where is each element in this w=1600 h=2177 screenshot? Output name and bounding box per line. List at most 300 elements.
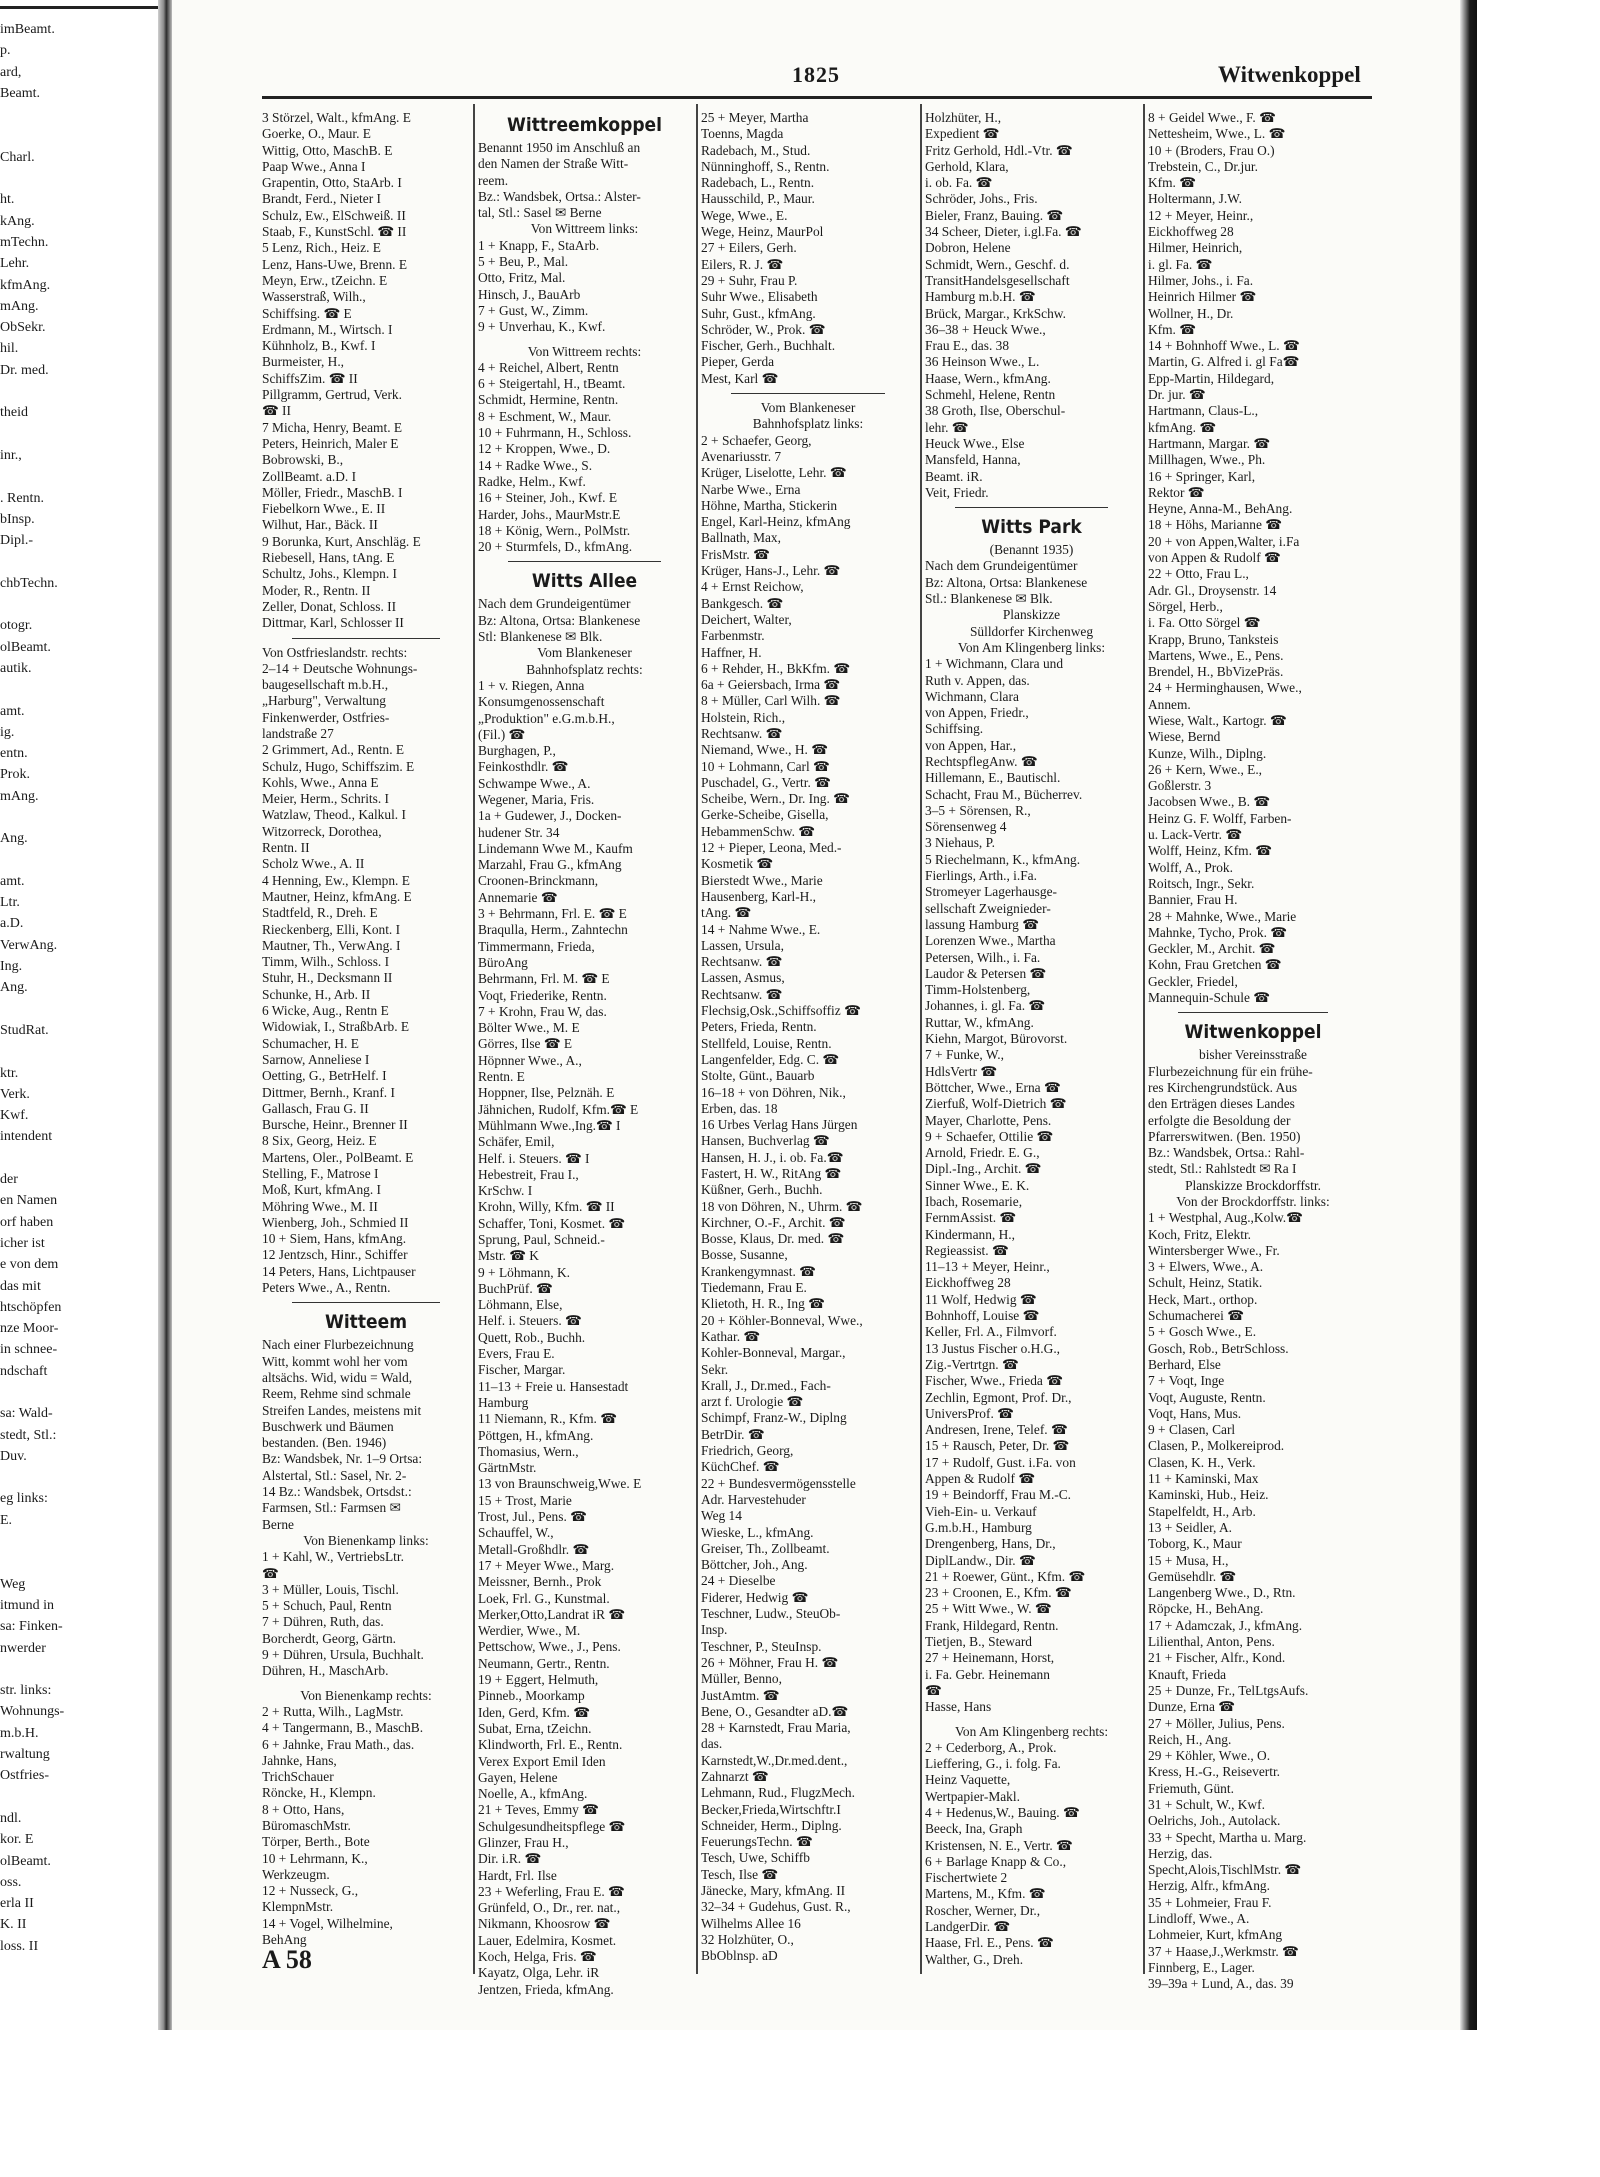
directory-entry: sellschaft Zweignieder- [925, 900, 1051, 916]
directory-entry: Becker,Frieda,Wirtschftr.I [701, 1801, 841, 1817]
directory-entry: Harder, Johs., MaurMstr.E [478, 506, 621, 522]
directory-entry: Drengenberg, Hans, Dr., [925, 1536, 1056, 1552]
directory-entry: Ruttar, W., kfmAng. [925, 1014, 1034, 1030]
directory-entry: Peters, Frieda, Rentn. [701, 1019, 817, 1035]
directory-entry: Trost, Jul., Pens. ☎ [478, 1509, 587, 1525]
header-rule [262, 96, 1372, 99]
directory-entry: Herzig, das. [1148, 1845, 1213, 1861]
directory-entry: Sprung, Paul, Schneid.- [478, 1232, 605, 1247]
directory-entry: Wittig, Otto, MaschB. E [262, 142, 393, 158]
section-divider [1178, 1012, 1328, 1013]
directory-entry: Engel, Karl-Heinz, kfmAng [701, 514, 851, 530]
directory-entry: 4 + Ernst Reichow, [701, 579, 804, 595]
directory-entry: KüchChef. ☎ [701, 1459, 780, 1475]
directory-entry: Lindloff, Wwe., A. [1148, 1911, 1250, 1927]
directory-entry: 11–13 + Freie u. Hansestadt [478, 1378, 629, 1394]
directory-entry: Sarnow, Anneliese I [262, 1051, 370, 1067]
directory-entry: Geckler, Friedel, [1148, 973, 1238, 989]
directory-entry: Knauft, Frieda [1148, 1666, 1227, 1682]
margin-bottom [0, 2030, 1600, 2177]
directory-entry: 6 + Steigertahl, H., tBeamt. [478, 376, 626, 392]
directory-entry: kfmAng. ☎ [1148, 419, 1217, 435]
directory-entry: Heinrich Hilmer ☎ [1148, 289, 1257, 305]
directory-entry: Martens, M., Kfm. ☎ [925, 1886, 1046, 1902]
previous-page-line: StudRat. [0, 1022, 49, 1038]
directory-entry: 24 + Dieselbe [701, 1573, 776, 1589]
directory-entry: 18 von Döhren, N., Uhrm. ☎ [701, 1198, 863, 1214]
previous-page-line: intendent [0, 1129, 53, 1145]
street-heading: Witwenkoppel [1184, 1021, 1322, 1044]
directory-entry: Tietjen, B., Steward [925, 1634, 1033, 1650]
directory-entry: Clasen, P., Molkereiprod. [1148, 1438, 1285, 1454]
directory-entry: Kfm. ☎ [1148, 175, 1196, 191]
directory-entry: Kfm. ☎ [1148, 321, 1196, 337]
directory-entry: Fierlings, Arth., i.Fa. [925, 868, 1037, 884]
section-caption: Von der Brockdorffstr. links: [1176, 1194, 1330, 1209]
directory-entry: Nikmann, Khoosrow ☎ [478, 1916, 611, 1932]
directory-entry: Lenz, Hans-Uwe, Brenn. E [262, 256, 408, 272]
directory-entry: 3 + Elwers, Wwe., A. [1148, 1259, 1264, 1275]
directory-entry: lehr. ☎ [925, 419, 969, 435]
directory-entry: HdlsVertr ☎ [925, 1063, 998, 1079]
directory-entry: Bz.: Wandsbek, Ortsa.: Rahl- [1148, 1145, 1305, 1161]
street-heading: Witts Park [981, 516, 1082, 539]
directory-entry: Krall, J., Dr.med., Fach- [701, 1377, 831, 1393]
directory-entry: Brück, Margar., KrkSchw. [925, 305, 1066, 321]
directory-entry: reem. [478, 172, 509, 188]
directory-entry: Scheibe, Wern., Dr. Ing. ☎ [701, 791, 850, 807]
directory-entry: Wienberg, Joh., Schmied II [262, 1214, 409, 1230]
previous-page-line: ndl. [0, 1810, 22, 1826]
directory-entry: 2–14 + Deutsche Wohnungs- [262, 660, 418, 676]
directory-entry: Wiese, Walt., Kartogr. ☎ [1148, 712, 1287, 728]
directory-entry: 16 + Steiner, Joh., Kwf. E [478, 490, 618, 506]
previous-page-line [0, 679, 158, 700]
directory-entry: 16 Urbes Verlag Hans Jürgen [701, 1117, 858, 1133]
directory-entry: Behrmann, Frl. M. ☎ E [478, 971, 610, 987]
directory-entry: Expedient ☎ [925, 126, 1000, 142]
directory-entry: Clasen, K. H., Verk. [1148, 1454, 1256, 1470]
directory-entry: Kathar. ☎ [701, 1328, 761, 1344]
previous-page-line [0, 1148, 158, 1169]
previous-page-line: mTechn. [0, 234, 49, 250]
street-heading: Witteem [324, 1311, 408, 1334]
directory-entry: 14 + Nahme Wwe., E. [701, 921, 821, 937]
directory-entry: Teschner, P., SteuInsp. [701, 1638, 822, 1654]
directory-entry: Toenns, Magda [701, 126, 784, 142]
directory-entry: Schulz, Ew., ElSchweiß. II [262, 207, 406, 223]
column-divider [920, 104, 922, 1974]
previous-page-line: kAng. [0, 213, 35, 229]
previous-page-line: Verk. [0, 1086, 30, 1102]
page-footer: A 58 [262, 1945, 312, 1974]
directory-entry: i. Fa. Gebr. Heinemann [925, 1666, 1050, 1682]
directory-entry: 6 + Rehder, H., BkKfm. ☎ [701, 660, 851, 676]
directory-entry: Goerke, O., Maur. E [262, 126, 371, 142]
directory-entry: Wertpapier-Makl. [925, 1788, 1020, 1804]
previous-page-line: Kwf. [0, 1108, 29, 1124]
directory-entry: 26 + Kern, Wwe., E., [1148, 761, 1263, 777]
directory-entry: Mannequin-Schule ☎ [1148, 990, 1270, 1006]
directory-entry: Sinner Wwe., E. K. [925, 1177, 1030, 1193]
previous-page-line: htschöpfen [0, 1299, 62, 1315]
directory-entry: 6a + Geiersbach, Irma ☎ [701, 677, 841, 693]
previous-page-line: Dipl.- [0, 533, 34, 549]
directory-entry: Johannes, i. gl. Fa. ☎ [925, 998, 1046, 1014]
directory-entry: Wilhelms Allee 16 [701, 1915, 801, 1931]
directory-entry: Hamburg m.b.H. ☎ [925, 289, 1036, 305]
directory-entry: 32–34 + Gudehus, Gust. R., [701, 1899, 851, 1915]
previous-page-line [0, 594, 158, 615]
directory-entry: Bölter Wwe., M. E [478, 1020, 580, 1036]
directory-entry: Widowiak, I., StraßbArb. E [262, 1019, 410, 1035]
directory-entry: Berne [262, 1516, 294, 1532]
directory-entry: Schulgesundheitspflege ☎ [478, 1818, 626, 1834]
directory-entry: Metall-Großhdlr. ☎ [478, 1541, 590, 1557]
directory-entry: „Harburg", Verwaltung [262, 693, 386, 709]
directory-entry: Appen & Rudolf ☎ [925, 1471, 1036, 1487]
directory-entry: 28 + Karnstedt, Frau Maria, [701, 1720, 851, 1736]
directory-entry: Heuck Wwe., Else [925, 435, 1025, 451]
directory-entry: Fastert, H. W., RitAng ☎ [701, 1166, 842, 1181]
directory-entry: Stromeyer Lagerhausge- [925, 884, 1057, 900]
previous-page-line: kfmAng. [0, 277, 51, 293]
previous-page-line: Dr. med. [0, 362, 49, 378]
directory-entry: 6 + Jahnke, Frau Math., das. [262, 1736, 415, 1752]
directory-entry: Radke, Helm., Kwf. [478, 473, 586, 489]
directory-entry: Lohmeier, Kurt, kfmAng [1148, 1927, 1283, 1943]
directory-entry: Karnstedt,W.,Dr.med.dent., [701, 1752, 848, 1768]
directory-entry: Haffner, H. [701, 644, 762, 660]
directory-entry: Mstr. ☎ K [478, 1248, 539, 1264]
directory-entry: Klietoth, H. R., Ing ☎ [701, 1296, 825, 1312]
previous-page-line: icher ist [0, 1235, 45, 1251]
directory-entry: Wolff, A., Prok. [1148, 859, 1233, 875]
directory-entry: Meissner, Bernh., Prok [478, 1574, 602, 1590]
directory-entry: Pinneb., Moorkamp [478, 1688, 585, 1704]
directory-entry: 2 + Schaefer, Georg, [701, 432, 812, 448]
directory-entry: 7 + Krohn, Frau W, das. [478, 1003, 607, 1019]
directory-entry: Grapentin, Otto, StaArb. I [262, 175, 402, 191]
directory-entry: Fischer, Gerh., Buchhalt. [701, 338, 836, 354]
directory-entry: BehAng [262, 1932, 307, 1948]
directory-entry: Stolte, Günt., Bauarb [701, 1068, 815, 1084]
directory-entry: Schunke, H., Arb. II [262, 986, 371, 1002]
directory-entry: Tiedemann, Frau E. [701, 1280, 807, 1296]
directory-entry: baugesellschaft m.b.H., [262, 677, 389, 693]
directory-entry: 5 + Beu, P., Mal. [478, 254, 569, 270]
directory-entry: Rechtsanw. ☎ [701, 725, 783, 741]
section-caption: Sülldorfer Kirchenweg [969, 623, 1094, 639]
directory-entry: Quett, Rob., Buchh. [478, 1329, 586, 1345]
previous-page-line: loss. II [0, 1938, 39, 1954]
directory-entry: 19 + Eggert, Helmuth, [478, 1672, 599, 1688]
directory-entry: tAng. ☎ [701, 905, 752, 921]
directory-entry: Hebestreit, Frau I., [478, 1166, 579, 1182]
spacer [262, 1680, 470, 1688]
directory-entry: Hausenberg, Karl-H., [701, 888, 817, 904]
directory-entry: 12 Jentzsch, Hinr., Schiffer [262, 1247, 408, 1263]
directory-entry: Gallasch, Frau G. II [262, 1100, 369, 1116]
directory-entry: 18 + Höhs, Marianne ☎ [1148, 517, 1282, 533]
directory-entry: Dobron, Helene [925, 240, 1011, 256]
directory-entry: Gosch, Rob., BetrSchloss. [1148, 1340, 1289, 1356]
directory-entry: Bieler, Franz, Bauing. ☎ [925, 207, 1064, 223]
directory-entry: Bene, O., Gesandter aD.☎ [701, 1703, 849, 1719]
directory-entry: Bosse, Klaus, Dr. med. ☎ [701, 1231, 845, 1247]
directory-entry: 10 + Lohmann, Carl ☎ [701, 758, 830, 774]
previous-page-line: Ostfries- [0, 1768, 49, 1784]
directory-entry: 9 + Clasen, Carl [1148, 1422, 1236, 1438]
section-caption: Von Am Klingenberg links: [957, 639, 1106, 655]
directory-entry: Paap Wwe., Anna I [262, 158, 366, 174]
directory-entry: Geckler, M., Archit. ☎ [1148, 941, 1276, 957]
directory-entry: Rechtsanw. ☎ [701, 986, 783, 1002]
directory-entry: Reich, H., Ang. [1148, 1731, 1232, 1747]
directory-entry: Dittmer, Bernh., Kranf. I [262, 1084, 395, 1100]
directory-entry: Schumacherei ☎ [1148, 1308, 1244, 1324]
directory-entry: Nach dem Grundeigentümer [925, 558, 1078, 574]
directory-entry: Stapelfeldt, H., Arb. [1148, 1503, 1256, 1519]
directory-entry: 4 + Reichel, Albert, Rentn [478, 359, 619, 375]
directory-entry: Mautner, Heinz, kfmAng. E [262, 888, 412, 904]
directory-entry: Tesch, Uwe, Schiffb [701, 1850, 810, 1866]
book-gutter [158, 0, 172, 2030]
previous-page-line: nwerder [0, 1640, 46, 1656]
directory-entry: Dipl.-Ing., Archit. ☎ [925, 1161, 1042, 1177]
directory-entry: Pillgramm, Gertrud, Verk. [262, 387, 402, 403]
directory-entry: Borcherdt, Georg, Gärtn. [262, 1630, 396, 1646]
directory-entry: Subat, Erna, tZeichn. [478, 1720, 592, 1736]
directory-entry: Narbe Wwe., Erna [701, 481, 801, 497]
directory-entry: Thomasius, Wern., [478, 1443, 579, 1459]
directory-entry: Schauffel, W., [478, 1525, 554, 1541]
directory-entry: Nach dem Grundeigentümer [478, 596, 631, 612]
previous-page-line: E. [0, 1512, 13, 1528]
directory-entry: Wichmann, Clara [925, 688, 1019, 704]
previous-page-rule [0, 6, 158, 9]
directory-entry: Wolff, Heinz, Kfm. ☎ [1148, 843, 1272, 859]
previous-page-line: Ing. [0, 959, 23, 975]
directory-entry: FernmAssist. ☎ [925, 1210, 1017, 1226]
directory-entry: 26 + Möhner, Frau H. ☎ [701, 1654, 839, 1670]
directory-entry: i. Fa. Otto Sörgel ☎ [1148, 615, 1261, 631]
directory-entry: Bz: Altona, Ortsa: Blankenese [925, 574, 1088, 590]
directory-entry: Friedrich, Georg, [701, 1443, 794, 1459]
directory-entry: Mayer, Charlotte, Pens. [925, 1112, 1052, 1128]
directory-entry: Glinzer, Frau H., [478, 1834, 569, 1850]
directory-entry: Grünfeld, O., Dr., rer. nat., [478, 1900, 621, 1916]
section-caption: Von Bienenkamp rechts: [300, 1687, 432, 1703]
directory-entry: Röncke, H., Klempn. [262, 1785, 376, 1801]
directory-entry: ☎ II [262, 403, 291, 419]
directory-entry: Martin, G. Alfred i. gl Fa☎ [1148, 354, 1300, 370]
directory-entry: Mautner, Th., VerwAng. I [262, 937, 401, 953]
directory-entry: Meier, Herm., Schrits. I [262, 791, 390, 807]
directory-entry: 14 + Vogel, Wilhelmine, [262, 1915, 393, 1931]
directory-entry: Möhring Wwe., M. II [262, 1198, 378, 1214]
spacer [478, 336, 691, 344]
directory-entry: 15 + Trost, Marie [478, 1492, 572, 1508]
section-divider [731, 393, 885, 394]
directory-entry: Jentzen, Frieda, kfmAng. [478, 1981, 614, 1997]
directory-entry: Beeck, Ina, Graph [925, 1821, 1023, 1837]
previous-page-line: m.b.H. [0, 1725, 39, 1741]
directory-entry: SchiffsZim. ☎ II [262, 370, 358, 386]
directory-entry: Schäfer, Emil, [478, 1134, 555, 1150]
directory-entry: Von Ostfrieslandstr. rechts: [262, 644, 408, 660]
previous-page-line [0, 1382, 158, 1403]
previous-page-line: Ang. [0, 831, 28, 847]
directory-entry: Krüger, Hans-J., Lehr. ☎ [701, 563, 841, 579]
previous-page-line: chbTechn. [0, 575, 58, 591]
previous-page-line: stedt, Stl.: [0, 1427, 57, 1443]
column-5 [1148, 110, 1358, 1993]
directory-entry: 1 + Knapp, F., StaArb. [478, 237, 600, 253]
directory-entry: Peters, Heinrich, Maler E [262, 435, 399, 451]
directory-entry: Lilienthal, Anton, Pens. [1148, 1634, 1275, 1650]
directory-entry: i. ob. Fa. ☎ [925, 175, 993, 191]
directory-entry: Finkenwerder, Ostfries- [262, 709, 390, 725]
directory-entry: Höhne, Martha, Stickerin [701, 497, 838, 513]
directory-entry: Schaffer, Toni, Kosmet. ☎ [478, 1215, 626, 1231]
directory-entry: Braqulla, Herm., Zahntechn [478, 922, 628, 938]
directory-entry: Radebach, M., Stud. [701, 142, 811, 158]
directory-entry: 9 Borunka, Kurt, Anschläg. E [262, 533, 421, 549]
directory-entry: Haase, Wern., kfmAng. [925, 370, 1051, 386]
column-divider [1143, 104, 1145, 1974]
directory-entry: Voqt, Friederike, Rentn. [478, 987, 607, 1003]
directory-entry: Holstein, Rich., [701, 709, 786, 725]
previous-page-line: ard, [0, 64, 22, 80]
directory-entry: Teschner, Ludw., SteuOb- [701, 1606, 841, 1622]
directory-entry: Wege, Heinz, MaurPol [701, 224, 824, 240]
directory-entry: Noelle, A., kfmAng. [478, 1786, 588, 1802]
directory-entry: Watzlaw, Theod., Kalkul. I [262, 807, 406, 823]
directory-entry: Kiehn, Margot, Bürovorst. [925, 1031, 1068, 1047]
directory-entry: Farbenmstr. [701, 628, 765, 644]
directory-entry: Lorenzen Wwe., Martha [925, 933, 1056, 949]
directory-entry: 27 + Eilers, Gerh. [701, 240, 797, 256]
directory-entry: Eickhoffweg 28 [925, 1275, 1011, 1291]
directory-entry: 27 + Heinemann, Horst, [925, 1650, 1055, 1666]
previous-page-line: olBeamt. [0, 639, 51, 655]
directory-entry: 17 + Rudolf, Gust. i.Fa. von [925, 1454, 1076, 1470]
directory-entry: Rechtsanw. ☎ [701, 954, 783, 970]
directory-entry: 2 Grimmert, Ad., Rentn. E [262, 742, 405, 758]
directory-entry: 10 + Siem, Hans, kfmAng. [262, 1231, 407, 1247]
directory-entry: Jähnichen, Rudolf, Kfm.☎ E [478, 1101, 639, 1117]
directory-entry: KlempnMstr. [262, 1899, 334, 1915]
directory-entry: Brandt, Ferd., Nieter I [262, 191, 381, 207]
directory-entry: Gerhold, Klara, [925, 158, 1009, 174]
previous-page-line: . Rentn. [0, 490, 44, 506]
directory-entry: Wiese, Bernd [1148, 729, 1221, 745]
directory-entry: 25 + Witt Wwe., W. ☎ [925, 1601, 1052, 1617]
directory-entry: Millhagen, Wwe., Ph. [1148, 452, 1266, 468]
directory-entry: 19 + Beindorff, Frau M.-C. [925, 1487, 1072, 1503]
directory-entry: 8 + Geidel Wwe., F. ☎ [1148, 110, 1276, 125]
directory-entry: u. Lack-Vertr. ☎ [1148, 827, 1243, 843]
directory-entry: 6 Wicke, Aug., Rentn E [262, 1003, 389, 1019]
directory-entry: Schulz, Hugo, Schiffszim. E [262, 758, 415, 774]
directory-entry: Nettesheim, Wwe., L. ☎ [1148, 126, 1286, 142]
directory-entry: Reem, Rehme sind schmale [262, 1386, 411, 1402]
directory-entry: 6 + Barlage Knapp & Co., [925, 1853, 1067, 1869]
directory-entry: 8 + Otto, Hans, [262, 1801, 345, 1817]
column-3 [701, 110, 915, 1965]
directory-entry: Witt, kommt wohl her vom [262, 1353, 408, 1369]
directory-entry: 14 Peters, Hans, Lichtpauser [262, 1263, 416, 1279]
previous-page-line: inr., [0, 447, 22, 463]
directory-entry: Wieske, L., kfmAng. [701, 1524, 814, 1540]
directory-entry: Annem. [1148, 696, 1191, 712]
directory-entry: Möller, Friedr., MaschB. I [262, 484, 403, 500]
previous-page-line: str. links: [0, 1683, 52, 1699]
directory-entry: Hansen, H. J., i. ob. Fa.☎ [701, 1149, 844, 1165]
directory-entry: Fischertwiete 2 [925, 1870, 1008, 1886]
directory-entry: Heck, Mart., orthop. [1148, 1291, 1258, 1307]
directory-entry: Stuhr, H., Decksmann II [262, 970, 393, 986]
directory-entry: Helf. i. Steuers. ☎ [478, 1313, 582, 1329]
directory-entry: Langenberg Wwe., D., Rtn. [1148, 1585, 1296, 1601]
directory-entry: Andresen, Irene, Telef. ☎ [925, 1422, 1068, 1438]
directory-entry: den Erträgen dieses Landes [1148, 1096, 1295, 1112]
directory-entry: 3–5 + Sörensen, R., [925, 802, 1031, 818]
previous-page-line: e von dem [0, 1257, 59, 1273]
directory-entry: Kristensen, N. E., Vertr. ☎ [925, 1837, 1073, 1853]
previous-page-line: orf haben [0, 1214, 54, 1230]
directory-entry: 28 + Mahnke, Wwe., Marie [1148, 908, 1297, 924]
directory-entry: Loek, Frl. G., Kunstmal. [478, 1590, 610, 1606]
directory-entry: 22 + Otto, Frau L., [1148, 566, 1249, 582]
directory-entry: 12 + Pieper, Leona, Med.- [701, 840, 842, 856]
previous-page-line: ObSekr. [0, 320, 46, 336]
directory-entry: Hamburg [478, 1394, 529, 1410]
directory-entry: 14 + Bohnhoff Wwe., L. ☎ [1148, 338, 1300, 354]
directory-entry: Timmermann, Frieda, [478, 938, 595, 954]
directory-entry: Werdier, Wwe., M. [478, 1623, 581, 1639]
directory-entry: 23 + Weferling, Frau E. ☎ [478, 1883, 625, 1899]
directory-entry: Adr. Gl., Droysenstr. 14 [1148, 582, 1277, 598]
directory-entry: Friemuth, Günt. [1148, 1780, 1234, 1796]
previous-page-line: kor. E [0, 1832, 34, 1848]
directory-entry: Kress, H.-G., Reisevertr. [1148, 1764, 1281, 1780]
directory-entry: Schumacher, H. E [262, 1035, 359, 1051]
directory-entry: 4 + Tangermann, B., MaschB. [262, 1720, 424, 1736]
directory-entry: Küßner, Gerh., Buchh. [701, 1182, 823, 1198]
directory-entry: Erdmann, M., Wirtsch. I [262, 321, 393, 337]
directory-entry: Mühlmann Wwe.,Ing.☎ I [478, 1117, 621, 1133]
previous-page-line: Ltr. [0, 895, 20, 911]
directory-entry: Feinkosthdlr. ☎ [478, 759, 569, 775]
section-caption: Von Wittreem rechts: [527, 343, 642, 359]
directory-entry: Riebesell, Hans, tAng. E [262, 550, 395, 566]
directory-entry: FrisMstr. ☎ [701, 546, 770, 562]
directory-entry: Otto, Fritz, Mal. [478, 270, 566, 286]
directory-entry: 5 Lenz, Rich., Heiz. E [262, 240, 381, 256]
directory-entry: lassung Hamburg ☎ [925, 916, 1039, 932]
directory-entry: Pettschow, Wwe., J., Pens. [478, 1639, 621, 1655]
directory-entry: 3 + Müller, Louis, Tischl. [262, 1581, 399, 1597]
previous-page-line: p. [0, 43, 11, 59]
directory-entry: stedt, Stl.: Rahlstedt ✉ Ra I [1148, 1161, 1297, 1177]
directory-entry: res Kirchengrundstück. Aus [1148, 1079, 1298, 1095]
street-heading: Wittreemkoppel [506, 114, 663, 136]
directory-entry: Ballnath, Max, [701, 530, 781, 546]
directory-entry: Suhr Wwe., Elisabeth [701, 289, 818, 305]
previous-page-line: theid [0, 405, 28, 421]
